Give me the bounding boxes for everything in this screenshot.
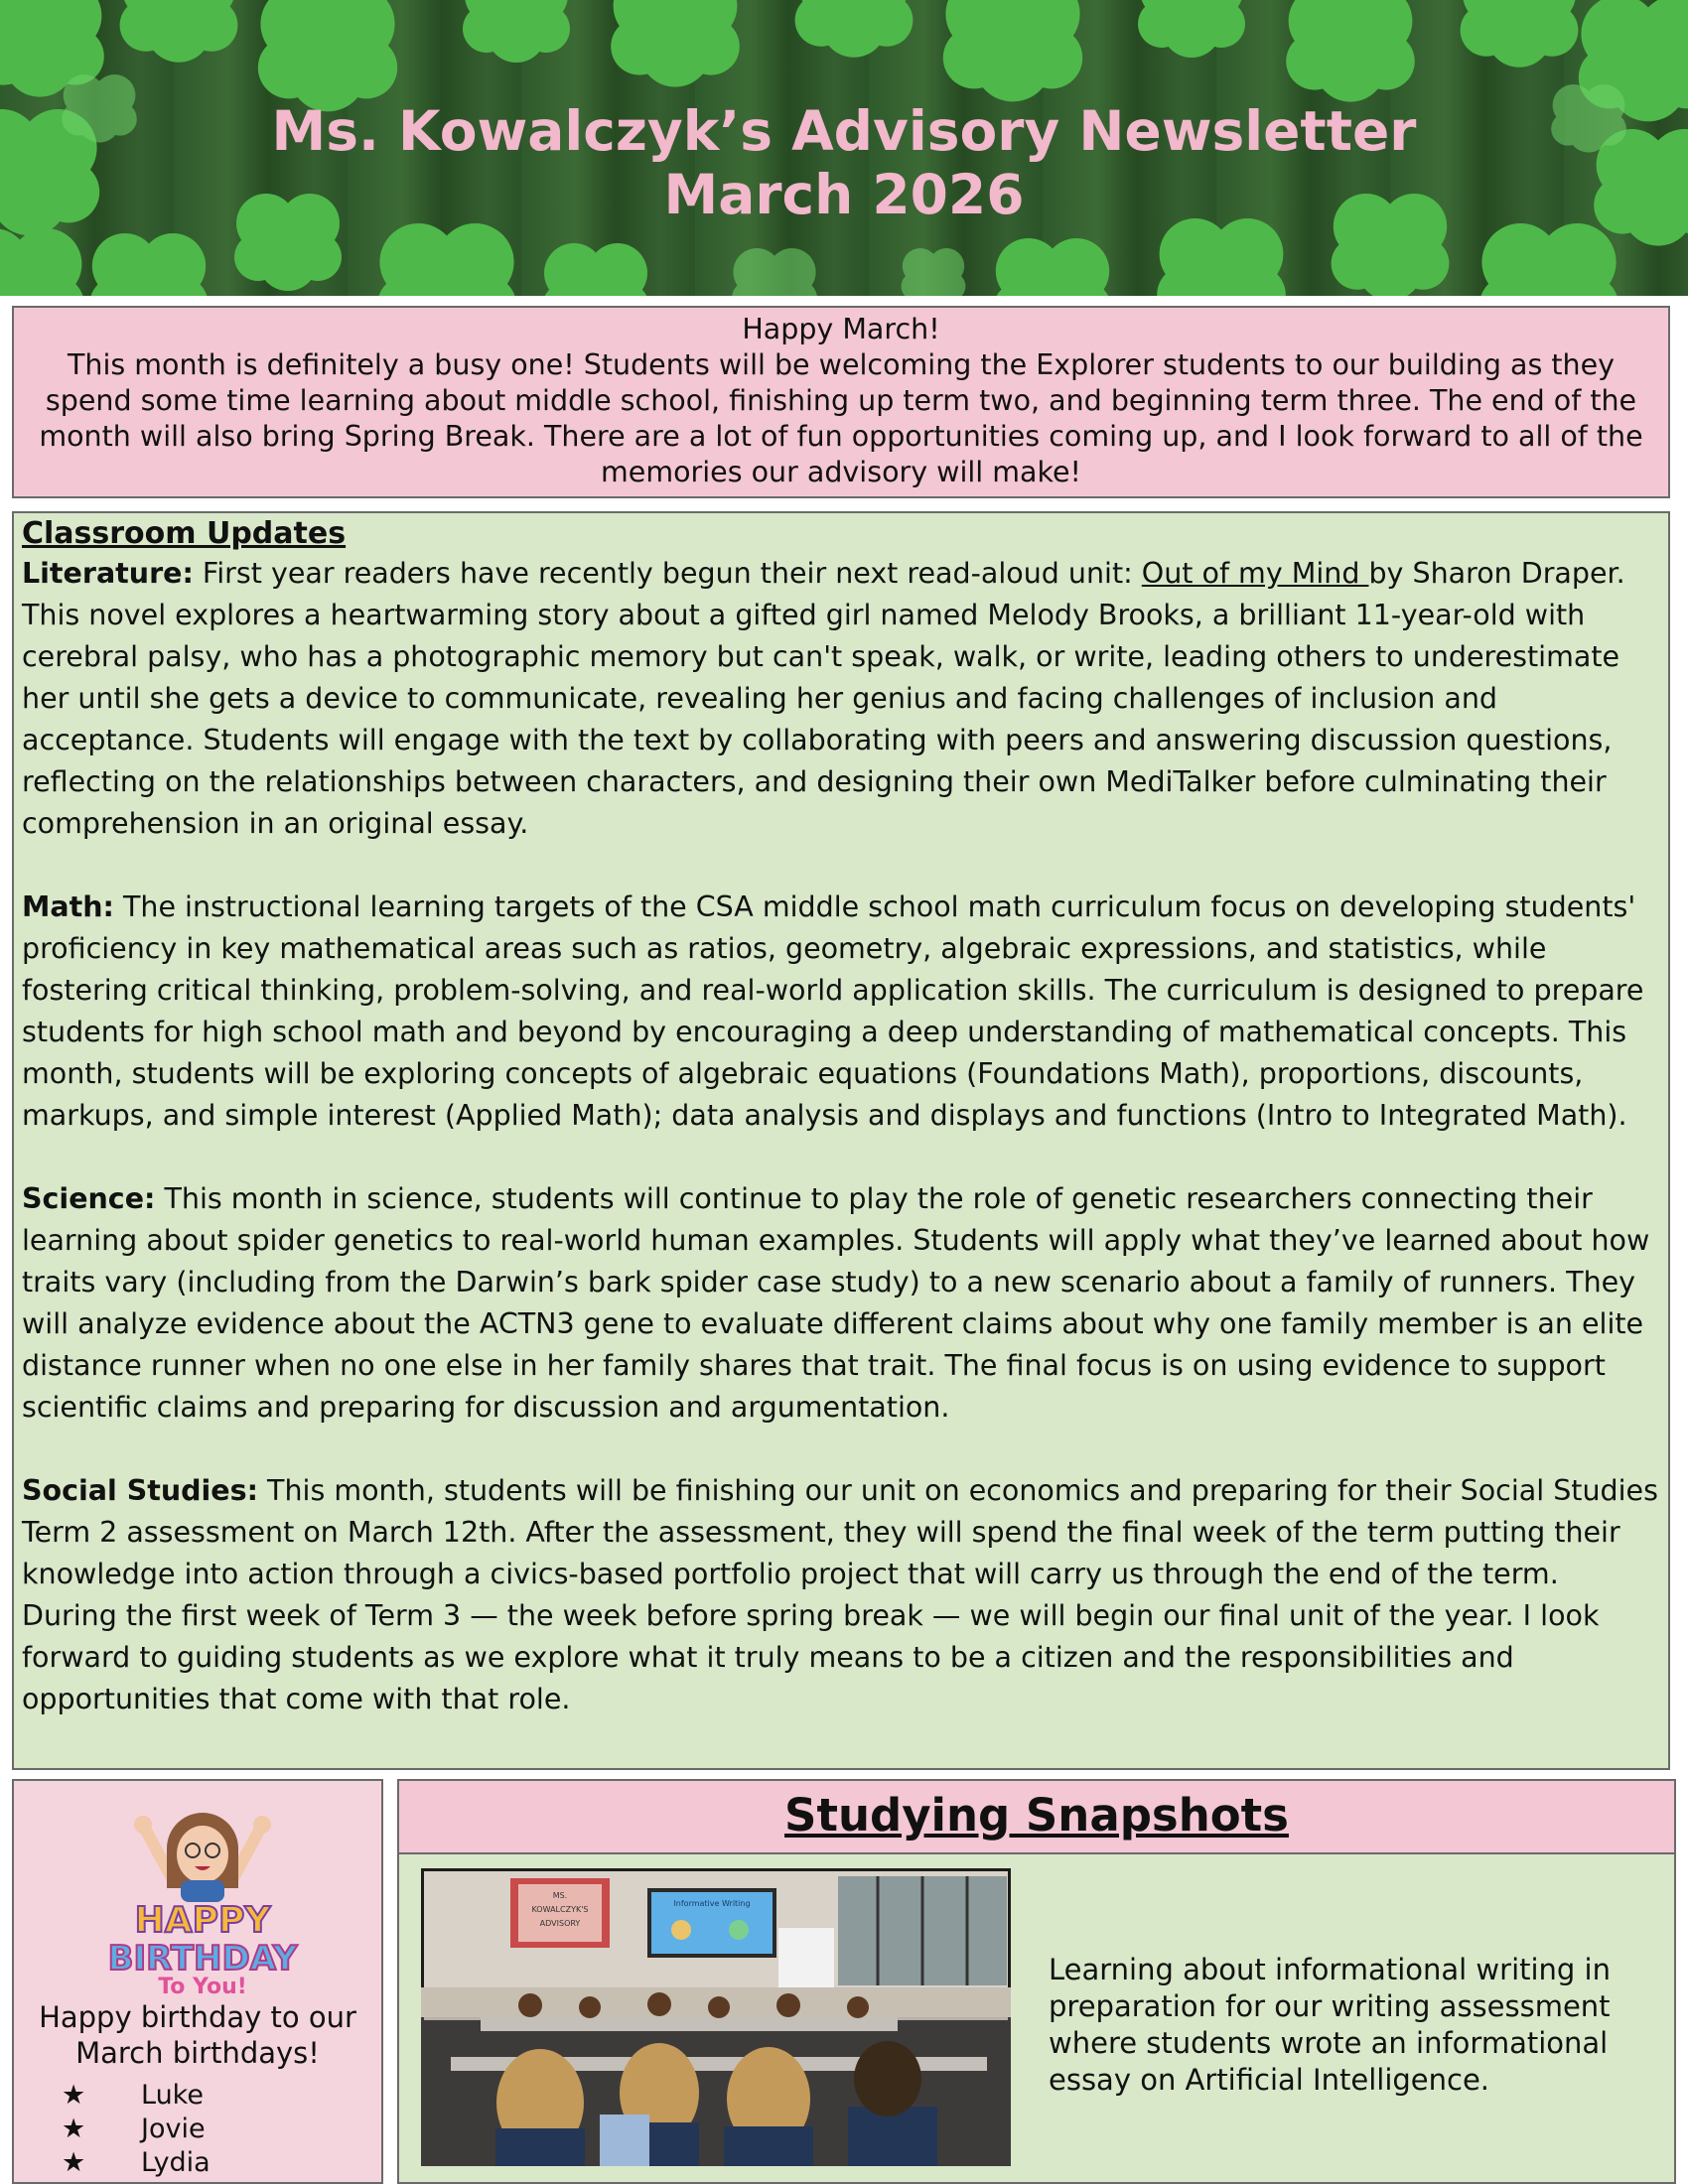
snapshots-heading: Studying Snapshots — [784, 1789, 1289, 1842]
math-label: Math: — [22, 890, 114, 923]
social-studies-paragraph — [22, 1470, 1660, 1720]
photo-sign-line3: ADVISORY — [539, 1919, 581, 1928]
star-icon: ★ — [62, 2114, 86, 2144]
math-paragraph — [22, 887, 1660, 1137]
updates-heading: Classroom Updates — [22, 516, 347, 551]
snapshots-heading-box — [397, 1779, 1676, 1854]
photo-board-text: Informative Writing — [673, 1899, 751, 1908]
classroom-photo — [421, 1868, 1011, 2166]
science-paragraph — [22, 1178, 1660, 1429]
star-icon: ★ — [62, 2080, 86, 2111]
newsletter-title — [0, 99, 1688, 226]
social-studies-text: This month, students will be finishing our unit on economics and preparing for their Social Studies Term 2 assessment on March 12th. After the assessment, they will spend the final week of the term putting their knowledge into action through a civics-based portfolio project that will carry us through the end of the term. During the first week of Term 3 — the week before spring break — we will begin our final unit of the year. I look forward to guiding students as we explore what it truly means to be a citizen and the responsibilities and opportunities that come with that role. — [22, 1474, 1658, 1715]
science-text: This month in science, students will continue to play the role of genetic researchers connecting their learning about spider genetics to real-world human examples. Students will apply what they’ve learned about how traits vary (including from the Darwin’s bark spider case study) to a new scenario about a family of runners. They will analyze evidence about the ACTN3 gene to evaluate different claims about why one family member is an elite distance runner when no one else in her family shares that trait. The final focus is on using evidence to support scientific claims and preparing for discussion and argumentation. — [22, 1182, 1650, 1424]
intro-greeting: Happy March! — [742, 313, 940, 345]
math-text: The instructional learning targets of the CSA middle school math curriculum focus on developing students' proficiency in key mathematical areas such as ratios, geometry, algebraic expressions, and statistics, while fostering critical thinking, problem-solving, and real-world application skills. The curriculum is designed to prepare students for high school math and beyond by encouraging a deep understanding of mathematical concepts. This month, students will be exploring concepts of algebraic equations (Foundations Math), proportions, discounts, markups, and simple interest (Applied Math); data analysis and displays and functions (Intro to Integrated Math). — [22, 890, 1644, 1132]
photo-sign-line1: MS. — [552, 1891, 568, 1900]
birthday-bitmoji-icon — [83, 1799, 322, 1997]
star-icon: ★ — [62, 2147, 86, 2178]
list-item — [62, 2113, 211, 2146]
literature-text-after: by Sharon Draper. This novel explores a heartwarming story about a gifted girl named Melody Brooks, a brilliant 11-year-old with cerebral palsy, who has a photographic memory but can't speak, walk, or write, leading others to underestimate her until she gets a device to communicate, revealing her genius and facing challenges of inclusion and acceptance. Students will engage with the text by collaborating with peers and answering discussion questions, reflecting on the relationships between characters, and designing their own MediTalker before culminating their comprehension in an original essay. — [22, 557, 1625, 840]
intro-body: This month is definitely a busy one! Students will be welcoming the Explorer students to our building as they spend some time learning about middle school, finishing up term two, and beginning term three. The end of the month will also bring Spring Break. There are a lot of fun opportunities coming up, and I look forward to all of the memories our advisory will make! — [39, 348, 1643, 488]
graphic-birthday: BIRTHDAY — [107, 1939, 298, 1979]
birthday-box — [12, 1779, 383, 2184]
classroom-updates — [12, 511, 1670, 1770]
list-item — [62, 2079, 211, 2113]
intro-box — [12, 306, 1670, 498]
literature-paragraph — [22, 553, 1660, 845]
birthday-list — [62, 2079, 211, 2180]
book-title: Out of my Mind — [1141, 557, 1369, 590]
title-line-1: Ms. Kowalczyk’s Advisory Newsletter — [271, 99, 1417, 163]
header-banner — [0, 0, 1688, 296]
graphic-to-you: To You! — [158, 1975, 247, 1997]
birthday-name: Jovie — [141, 2114, 206, 2144]
list-item — [62, 2146, 211, 2180]
snapshots-body — [397, 1854, 1676, 2184]
literature-label: Literature: — [22, 557, 194, 590]
social-studies-label: Social Studies: — [22, 1474, 258, 1507]
graphic-happy: HAPPY — [134, 1900, 271, 1941]
birthday-message: Happy birthday to our March birthdays! — [39, 2000, 356, 2070]
snapshot-caption: Learning about informational writing in preparation for our writing assessment where students wrote an informational essay on Artificial Intelligence. — [1049, 1953, 1611, 2097]
science-label: Science: — [22, 1182, 156, 1215]
literature-text-before: First year readers have recently begun their next read-aloud unit: — [193, 557, 1142, 590]
photo-sign-line2: KOWALCZYK'S — [531, 1905, 589, 1914]
birthday-name: Luke — [141, 2080, 204, 2111]
title-line-2: March 2026 — [663, 163, 1025, 226]
birthday-name: Lydia — [141, 2147, 211, 2178]
